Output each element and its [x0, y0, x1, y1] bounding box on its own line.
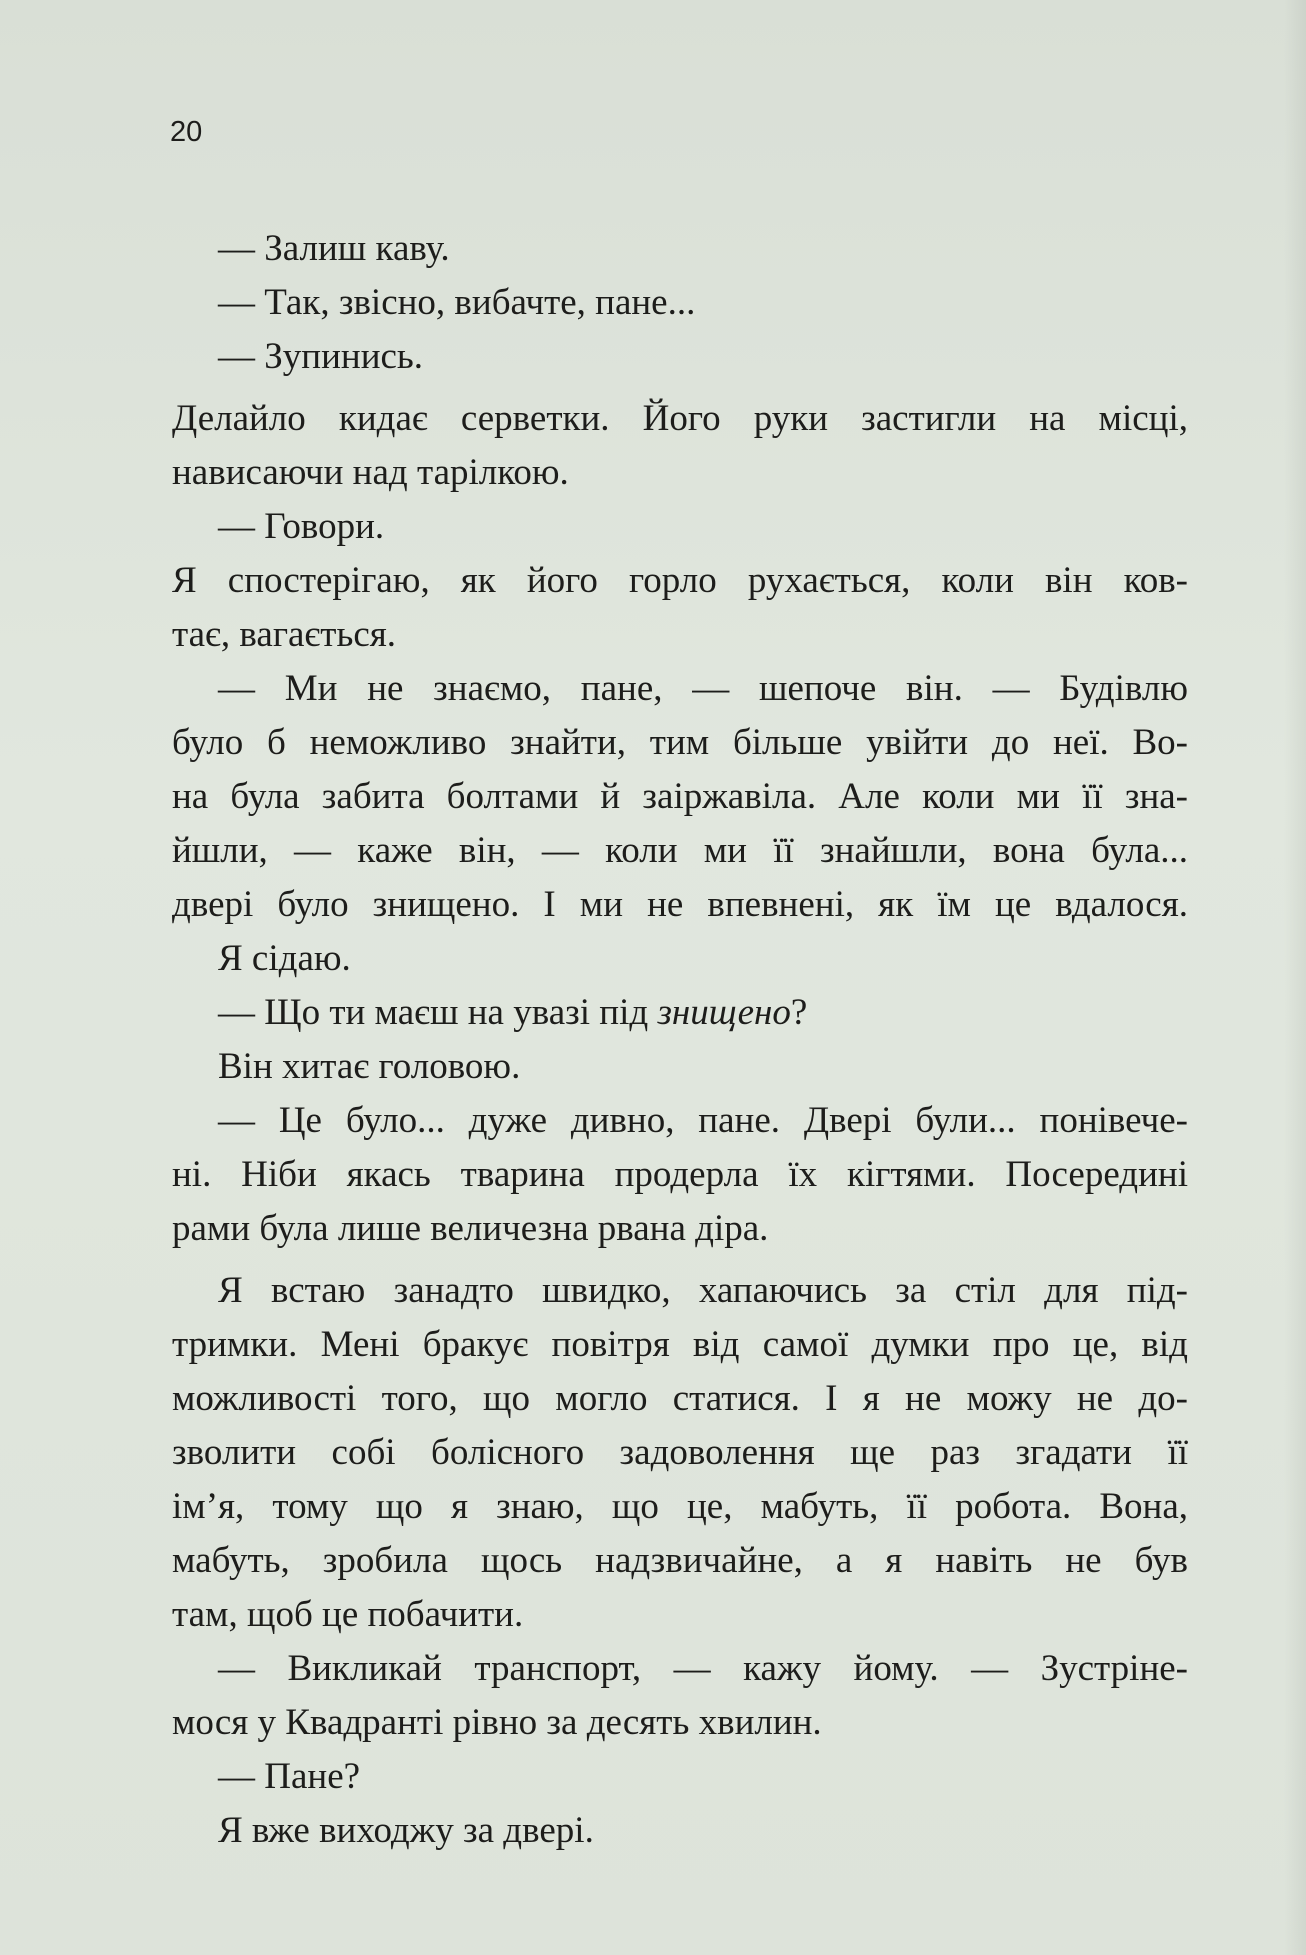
- text-line: тримки. Мені бракує повітря від самої думки про це, від: [172, 1324, 1188, 1365]
- text-line: було б неможливо знайти, тим більше увійти до неї. Во-: [172, 722, 1188, 763]
- text-segment: — Що ти маєш на увазі під: [218, 992, 658, 1033]
- text-line: — Так, звісно, вибачте, пане...: [218, 282, 696, 323]
- text-line: Я спостерігаю, як його горло рухається, коли він ков-: [172, 560, 1188, 601]
- text-line: можливості того, що могло статися. І я не можу не до-: [172, 1378, 1188, 1419]
- text-segment: ?: [790, 992, 808, 1033]
- text-line: — Пане?: [218, 1756, 361, 1797]
- text-line: на була забита болтами й заіржавіла. Але коли ми її зна-: [172, 776, 1188, 817]
- text-line: зволити собі болісного задоволення ще раз згадати її: [172, 1432, 1188, 1473]
- text-line: — Говори.: [218, 506, 385, 547]
- text-line: там, щоб це побачити.: [172, 1594, 524, 1635]
- page-number: 20: [170, 116, 203, 148]
- text-line: — Ми не знаємо, пане, — шепоче він. — Будівлю: [218, 668, 1188, 709]
- text-line: Я встаю занадто швидко, хапаючись за стіл для під-: [218, 1270, 1188, 1311]
- text-line: — Залиш каву.: [218, 228, 450, 269]
- text-line: ні. Ніби якась тварина продерла їх кігтями. Посередині: [172, 1154, 1188, 1195]
- text-line: Делайло кидає серветки. Його руки застигли на місці,: [172, 398, 1188, 439]
- text-line: двері було знищено. І ми не впевнені, як їм це вдалося.: [172, 884, 1188, 925]
- text-line: мося у Квадранті рівно за десять хвилин.: [172, 1702, 822, 1743]
- body-text: [172, 222, 1188, 1858]
- text-line: Я вже виходжу за двері.: [218, 1810, 594, 1851]
- text-line: йшли, — каже він, — коли ми її знайшли, вона була...: [172, 830, 1188, 871]
- italic-word: знищено: [657, 992, 791, 1033]
- text-line: ім’я, тому що я знаю, що це, мабуть, її робота. Вона,: [172, 1486, 1188, 1527]
- page-edge-shadow: [1284, 0, 1306, 1955]
- text-line: — Це було... дуже дивно, пане. Двері були... понівече-: [218, 1100, 1188, 1141]
- text-line: мабуть, зробила щось надзвичайне, а я навіть не був: [172, 1540, 1188, 1581]
- text-line: Я сідаю.: [218, 938, 351, 979]
- text-line: Він хитає головою.: [218, 1046, 521, 1087]
- text-line: рами була лише величезна рвана діра.: [172, 1208, 769, 1249]
- text-line: — Зупинись.: [218, 336, 424, 377]
- text-line-with-italic: [172, 986, 1188, 1040]
- text-line: нависаючи над тарілкою.: [172, 452, 569, 493]
- text-line: — Викликай транспорт, — кажу йому. — Зустріне-: [218, 1648, 1188, 1689]
- text-line: тає, вагається.: [172, 614, 397, 655]
